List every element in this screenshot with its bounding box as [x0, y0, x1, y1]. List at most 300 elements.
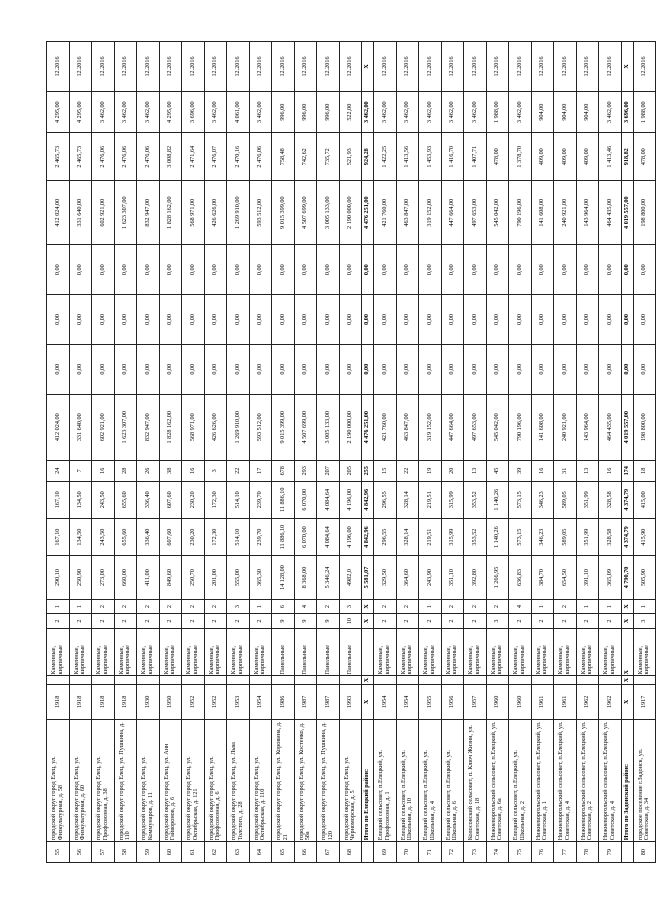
- cell-c15: 4 476 251,00: [362, 181, 374, 245]
- cell-c17: 3 462,00: [362, 91, 374, 132]
- cell-c9: 328,58: [599, 481, 622, 518]
- cell-c12: 0,00: [554, 344, 577, 394]
- cell-year: 1957: [464, 684, 487, 719]
- cell-c8: 328,14: [396, 518, 419, 555]
- cell-c13: 0,00: [576, 295, 599, 345]
- cell-c16: 758,48: [272, 133, 295, 181]
- cell-c12: 0,00: [339, 344, 362, 394]
- cell-c5: 2: [92, 614, 115, 629]
- table-body: [47, 42, 656, 863]
- cell-c16: 478,00: [633, 133, 656, 181]
- cell-c15: 412 024,00: [47, 181, 70, 245]
- cell-c16: 2 476,06: [114, 133, 137, 181]
- cell-c10: 3: [204, 460, 227, 481]
- cell-c17: 3 462,00: [249, 91, 272, 132]
- cell-c8: 607,60: [159, 518, 182, 555]
- cell-c17: 3 462,00: [441, 91, 464, 132]
- cell-c16: 2 465,73: [47, 133, 70, 181]
- cell-c18: 12.2016: [137, 42, 160, 92]
- cell-n: 69: [374, 842, 397, 863]
- cell-c6: 2: [486, 599, 509, 614]
- cell-c7: 290,10: [47, 556, 70, 600]
- cell-year: 1953: [227, 684, 250, 719]
- cell-c7: 201,00: [204, 556, 227, 600]
- cell-c13: 0,00: [441, 295, 464, 345]
- cell-c13: 0,00: [182, 295, 205, 345]
- cell-c12: 0,00: [69, 344, 92, 394]
- cell-c18: 12.2016: [599, 42, 622, 92]
- cell-mat: Каменные, кирпичные: [204, 628, 227, 676]
- cell-c18: 12.2016: [92, 42, 115, 92]
- cell-c11: 331 640,00: [69, 394, 92, 460]
- cell-addr: Нижневоргольский сельсовет, п.Елецкий, ул. Советская, д. 6а: [486, 719, 509, 841]
- cell-c13: 0,00: [633, 295, 656, 345]
- cell-c10: 22: [396, 460, 419, 481]
- cell-c16: 1 453,93: [419, 133, 442, 181]
- cell-c16: 2 476,06: [249, 133, 272, 181]
- cell-c15: 4 507 699,00: [294, 181, 317, 245]
- cell-c5: 2: [249, 614, 272, 629]
- cell-c5: 2: [441, 614, 464, 629]
- cell-c14: 0,00: [464, 245, 487, 295]
- cell-c8: 514,10: [227, 518, 250, 555]
- cell-c17: 3 462,00: [374, 91, 397, 132]
- cell-c18: 12.2016: [576, 42, 599, 92]
- cell-c5: 10: [339, 614, 362, 629]
- cell-c16: 409,00: [531, 133, 554, 181]
- cell-c7: 4 790,70: [621, 556, 633, 600]
- cell-c18: 12.2016: [441, 42, 464, 92]
- cell-c16: 1 416,70: [441, 133, 464, 181]
- subtotal-row: [621, 42, 633, 863]
- cell-c7: 391,10: [576, 556, 599, 600]
- cell-c17: 996,00: [294, 91, 317, 132]
- cell-c6: 1: [249, 599, 272, 614]
- cell-mat: Каменные, кирпичные: [419, 628, 442, 676]
- table-row: [317, 42, 340, 863]
- cell-year: 1993: [339, 684, 362, 719]
- cell-c14: 0,00: [294, 245, 317, 295]
- cell-c5: 2: [576, 614, 599, 629]
- cell-c13: 0,00: [464, 295, 487, 345]
- cell-c9: 415,00: [633, 481, 656, 518]
- cell-c8: 353,52: [464, 518, 487, 555]
- cell-c12: 0,00: [249, 344, 272, 394]
- cell-c15: 447 664,00: [441, 181, 464, 245]
- cell-c12: 0,00: [159, 344, 182, 394]
- cell-mat: Каменные, кирпичные: [182, 628, 205, 676]
- cell-c5: 2: [47, 614, 70, 629]
- cell-c13: 0,00: [294, 295, 317, 345]
- cell-c11: 545 042,00: [486, 394, 509, 460]
- cell-c6: 2: [554, 599, 577, 614]
- subtotal-row: [362, 42, 374, 863]
- cell-c9: 514,10: [227, 481, 250, 518]
- cell-c13: 0,00: [69, 295, 92, 345]
- cell-c18: 12.2016: [554, 42, 577, 92]
- cell-c8: 219,51: [419, 518, 442, 555]
- cell-c15: 9 015 399,00: [272, 181, 295, 245]
- cell-c8: 1 140,26: [486, 518, 509, 555]
- cell-x: [531, 676, 554, 684]
- cell-c6: 6: [272, 599, 295, 614]
- cell-c16: 2 465,73: [69, 133, 92, 181]
- cell-c12: 0,00: [272, 344, 295, 394]
- cell-c6: 1: [576, 599, 599, 614]
- cell-c15: 240 921,00: [554, 181, 577, 245]
- cell-c16: 1 413,46: [599, 133, 622, 181]
- cell-c5: 2: [137, 614, 160, 629]
- cell-n: 74: [486, 842, 509, 863]
- cell-c15: 602 921,00: [92, 181, 115, 245]
- cell-c10: 19: [419, 460, 442, 481]
- cell-n: 63: [227, 842, 250, 863]
- cell-c8: 6 070,00: [294, 518, 317, 555]
- cell-c9: 351,99: [576, 481, 599, 518]
- cell-addr: Елецкий сельсовет, п.Елецкий, ул. Школьная, д. 4: [419, 719, 442, 841]
- cell-c16: 742,62: [294, 133, 317, 181]
- cell-c7: 250,70: [182, 556, 205, 600]
- cell-c12: 0,00: [317, 344, 340, 394]
- cell-year: 1960: [509, 684, 532, 719]
- table-row: [554, 42, 577, 863]
- cell-c7: 660,00: [114, 556, 137, 600]
- cell-addr: Нижневоргольский сельсовет, п.Елецкий, ул. Советская, д. 2: [576, 719, 599, 841]
- cell-c14: 0,00: [317, 245, 340, 295]
- cell-c14: 0,00: [531, 245, 554, 295]
- cell-n: 71: [419, 842, 442, 863]
- cell-c8: 296,55: [374, 518, 397, 555]
- cell-c14: 0,00: [204, 245, 227, 295]
- cell-c17: 4 295,00: [159, 91, 182, 132]
- cell-c5: 3: [486, 614, 509, 629]
- cell-c11: 463 847,00: [396, 394, 419, 460]
- cell-c10: 28: [114, 460, 137, 481]
- cell-year: 1986: [272, 684, 295, 719]
- cell-c13: 0,00: [599, 295, 622, 345]
- cell-year: 1952: [204, 684, 227, 719]
- cell-c5: 2: [114, 614, 137, 629]
- cell-c6: 4: [509, 599, 532, 614]
- cell-c7: 411,00: [137, 556, 160, 600]
- cell-c10: 31: [554, 460, 577, 481]
- cell-c17: 904,00: [554, 91, 577, 132]
- cell-c18: 12.2016: [47, 42, 70, 92]
- cell-c12: 0,00: [137, 344, 160, 394]
- cell-c6: 2: [464, 599, 487, 614]
- cell-x: X: [621, 676, 633, 684]
- cell-c10: 39: [509, 460, 532, 481]
- cell-year: 1917: [633, 684, 656, 719]
- cell-c11: 602 921,00: [92, 394, 115, 460]
- cell-c18: 12.2016: [272, 42, 295, 92]
- cell-c7: 384,70: [531, 556, 554, 600]
- cell-c13: 0,00: [339, 295, 362, 345]
- cell-c17: 3 462,00: [396, 91, 419, 132]
- cell-mat: Каменные, кирпичные: [227, 628, 250, 676]
- cell-c14: 0,00: [509, 245, 532, 295]
- cell-mat: Каменные, кирпичные: [441, 628, 464, 676]
- cell-c18: 12.2016: [633, 42, 656, 92]
- cell-c7: 365,09: [599, 556, 622, 600]
- cell-n: 59: [137, 842, 160, 863]
- cell-c17: 996,00: [272, 91, 295, 132]
- cell-n: 56: [69, 842, 92, 863]
- cell-c13: 0,00: [554, 295, 577, 345]
- cell-c7: 392,80: [464, 556, 487, 600]
- cell-c5: 2: [464, 614, 487, 629]
- cell-year: 1987: [294, 684, 317, 719]
- cell-c11: 447 664,00: [441, 394, 464, 460]
- cell-x: [294, 676, 317, 684]
- cell-c13: 0,00: [621, 295, 633, 345]
- cell-addr: городской округ город Елец, ул. Физкультурная, д. 60: [69, 719, 92, 841]
- cell-c6: 1: [633, 599, 656, 614]
- cell-n: 58: [114, 842, 137, 863]
- cell-x: [576, 676, 599, 684]
- cell-c17: 4 295,00: [69, 91, 92, 132]
- cell-c7: 555,00: [227, 556, 250, 600]
- cell-x: [69, 676, 92, 684]
- cell-c9: 589,05: [554, 481, 577, 518]
- cell-c16: 1 378,70: [509, 133, 532, 181]
- cell-addr: Итого по Задонский район:: [621, 719, 633, 841]
- cell-c7: 365,30: [249, 556, 272, 600]
- cell-c11: 421 760,00: [374, 394, 397, 460]
- cell-c7: 5 346,24: [317, 556, 340, 600]
- cell-n: 64: [249, 842, 272, 863]
- cell-year: 1954: [396, 684, 419, 719]
- cell-c14: 0,00: [621, 245, 633, 295]
- cell-c15: 426 626,00: [204, 181, 227, 245]
- cell-c13: 0,00: [419, 295, 442, 345]
- cell-addr: городской округ город Елец, ул. Коровина, д. 21: [272, 719, 295, 841]
- table-row: [137, 42, 160, 863]
- cell-n: 60: [159, 842, 182, 863]
- cell-c11: 497 653,00: [464, 394, 487, 460]
- cell-c5: 2: [419, 614, 442, 629]
- cell-c6: 1: [47, 599, 70, 614]
- cell-c17: 3 696,00: [621, 91, 633, 132]
- cell-c9: 573,15: [509, 481, 532, 518]
- cell-c18: X: [621, 42, 633, 92]
- cell-c16: 478,00: [486, 133, 509, 181]
- cell-mat: [362, 628, 374, 676]
- cell-c10: 18: [633, 460, 656, 481]
- cell-c10: 38: [159, 460, 182, 481]
- cell-year: 1987: [317, 684, 340, 719]
- cell-c12: 0,00: [362, 344, 374, 394]
- cell-x: [419, 676, 442, 684]
- cell-c8: 589,05: [554, 518, 577, 555]
- cell-c17: 904,00: [576, 91, 599, 132]
- cell-c5: 2: [509, 614, 532, 629]
- cell-c8: 4 374,79: [621, 518, 633, 555]
- cell-c7: 4982,0: [339, 556, 362, 600]
- cell-c9: 296,55: [374, 481, 397, 518]
- cell-c8: 239,70: [249, 518, 272, 555]
- cell-n: 77: [554, 842, 577, 863]
- table-row: [633, 42, 656, 863]
- cell-mat: Каменные, кирпичные: [509, 628, 532, 676]
- cell-c15: 421 760,00: [374, 181, 397, 245]
- cell-c15: 4 019 557,00: [621, 181, 633, 245]
- cell-c10: 13: [464, 460, 487, 481]
- cell-c5: 2: [69, 614, 92, 629]
- cell-addr: Нижневоргольский сельсовет, п.Елецкий, ул. Советская, д. 1: [531, 719, 554, 841]
- cell-year: 1954: [249, 684, 272, 719]
- cell-c9: 655,60: [114, 481, 137, 518]
- cell-c10: 16: [531, 460, 554, 481]
- cell-x: [92, 676, 115, 684]
- cell-mat: Каменные, кирпичные: [464, 628, 487, 676]
- cell-c9: 336,40: [137, 481, 160, 518]
- cell-c18: 12.2016: [464, 42, 487, 92]
- table-row: [509, 42, 532, 863]
- cell-c6: 2: [159, 599, 182, 614]
- cell-c6: 2: [396, 599, 419, 614]
- cell-c15: 2 190 000,00: [339, 181, 362, 245]
- table-row: [464, 42, 487, 863]
- cell-c11: 1 623 307,00: [114, 394, 137, 460]
- cell-c11: 4 476 251,00: [362, 394, 374, 460]
- cell-x: [633, 676, 656, 684]
- cell-n: 68: [339, 842, 362, 863]
- cell-c9: 328,14: [396, 481, 419, 518]
- cell-c8: 230,20: [182, 518, 205, 555]
- cell-c12: 0,00: [464, 344, 487, 394]
- cell-c10: 207: [317, 460, 340, 481]
- cell-c6: 2: [92, 599, 115, 614]
- cell-c5: 2: [531, 614, 554, 629]
- cell-c10: 26: [137, 460, 160, 481]
- cell-c18: 12.2016: [182, 42, 205, 92]
- cell-c12: 0,00: [227, 344, 250, 394]
- cell-x: [339, 676, 362, 684]
- cell-c15: 3 005 133,00: [317, 181, 340, 245]
- cell-c12: 0,00: [486, 344, 509, 394]
- cell-c12: 0,00: [374, 344, 397, 394]
- cell-c14: 0,00: [182, 245, 205, 295]
- cell-c14: 0,00: [419, 245, 442, 295]
- cell-c7: 1 266,95: [486, 556, 509, 600]
- cell-c6: 1: [419, 599, 442, 614]
- cell-c10: 45: [486, 460, 509, 481]
- cell-c7: 243,90: [419, 556, 442, 600]
- cell-c18: 12.2016: [531, 42, 554, 92]
- cell-c17: 3 462,00: [92, 91, 115, 132]
- cell-c16: 2 476,07: [204, 133, 227, 181]
- cell-mat: Каменные, кирпичные: [47, 628, 70, 676]
- cell-c7: 505,90: [633, 556, 656, 600]
- cell-x: [317, 676, 340, 684]
- cell-x: [227, 676, 250, 684]
- cell-addr: городской округ город Елец, ул. Физкультурная, д. 58: [47, 719, 70, 841]
- cell-addr: городской округ город Елец, ул. Профсоюзная, д. 6: [204, 719, 227, 841]
- cell-c11: 832 947,00: [137, 394, 160, 460]
- cell-year: 1962: [599, 684, 622, 719]
- cell-c9: 1 140,26: [486, 481, 509, 518]
- cell-year: 1918: [92, 684, 115, 719]
- cell-c8: 172,30: [204, 518, 227, 555]
- cell-year: 1918: [114, 684, 137, 719]
- cell-c13: 0,00: [204, 295, 227, 345]
- cell-c12: 0,00: [204, 344, 227, 394]
- cell-c17: 3 462,00: [114, 91, 137, 132]
- cell-c9: 6 070,00: [294, 481, 317, 518]
- cell-c17: 3 462,00: [419, 91, 442, 132]
- cell-c18: 12.2016: [159, 42, 182, 92]
- cell-c7: 636,83: [509, 556, 532, 600]
- cell-x: [114, 676, 137, 684]
- cell-c9: 172,30: [204, 481, 227, 518]
- cell-c15: 143 964,00: [576, 181, 599, 245]
- cell-mat: Каменные, кирпичные: [374, 628, 397, 676]
- cell-c18: 12.2016: [114, 42, 137, 92]
- cell-c5: 9: [272, 614, 295, 629]
- cell-c13: 0,00: [272, 295, 295, 345]
- cell-c13: 0,00: [137, 295, 160, 345]
- cell-mat: Каменные, кирпичные: [554, 628, 577, 676]
- cell-c18: 12.2016: [486, 42, 509, 92]
- cell-c14: 0,00: [576, 245, 599, 295]
- cell-n: 80: [633, 842, 656, 863]
- cell-c10: 255: [362, 460, 374, 481]
- cell-c5: 2: [599, 614, 622, 629]
- cell-x: [554, 676, 577, 684]
- cell-c13: 0,00: [362, 295, 374, 345]
- cell-mat: Каменные, кирпичные: [249, 628, 272, 676]
- cell-c12: 0,00: [294, 344, 317, 394]
- cell-c18: 12.2016: [69, 42, 92, 92]
- housing-register-table: [46, 41, 656, 863]
- cell-c15: 1 269 910,00: [227, 181, 250, 245]
- cell-x: [464, 676, 487, 684]
- cell-c16: 2 476,06: [92, 133, 115, 181]
- cell-c12: 0,00: [599, 344, 622, 394]
- cell-addr: городской округ город Елец, ул. Льва Толстого, д. 28: [227, 719, 250, 841]
- cell-c7: 5 581,07: [362, 556, 374, 600]
- cell-year: X: [621, 684, 633, 719]
- cell-c9: 11 886,10: [272, 481, 295, 518]
- cell-c7: 273,00: [92, 556, 115, 600]
- cell-n: 79: [599, 842, 622, 863]
- cell-c11: 568 971,00: [182, 394, 205, 460]
- cell-addr: городской округ город Елец, ул. Октябрьская, д. 121: [182, 719, 205, 841]
- cell-c14: 0,00: [272, 245, 295, 295]
- cell-c10: 20: [441, 460, 464, 481]
- cell-c15: 1 623 307,00: [114, 181, 137, 245]
- cell-c6: 4: [294, 599, 317, 614]
- table-row: [182, 42, 205, 863]
- cell-c11: 426 626,00: [204, 394, 227, 460]
- cell-c6: 2: [204, 599, 227, 614]
- table-row: [294, 42, 317, 863]
- cell-c6: 2: [114, 599, 137, 614]
- cell-c6: 2: [441, 599, 464, 614]
- cell-c14: 0,00: [92, 245, 115, 295]
- cell-c6: X: [621, 599, 633, 614]
- cell-c16: 3 008,82: [159, 133, 182, 181]
- cell-c8: 4 084,64: [317, 518, 340, 555]
- cell-c17: 3 462,00: [599, 91, 622, 132]
- cell-n: 72: [441, 842, 464, 863]
- cell-c5: 2: [204, 614, 227, 629]
- cell-c10: 174: [621, 460, 633, 481]
- cell-c16: 1 422,25: [374, 133, 397, 181]
- cell-c12: 0,00: [419, 344, 442, 394]
- cell-year: 1961: [531, 684, 554, 719]
